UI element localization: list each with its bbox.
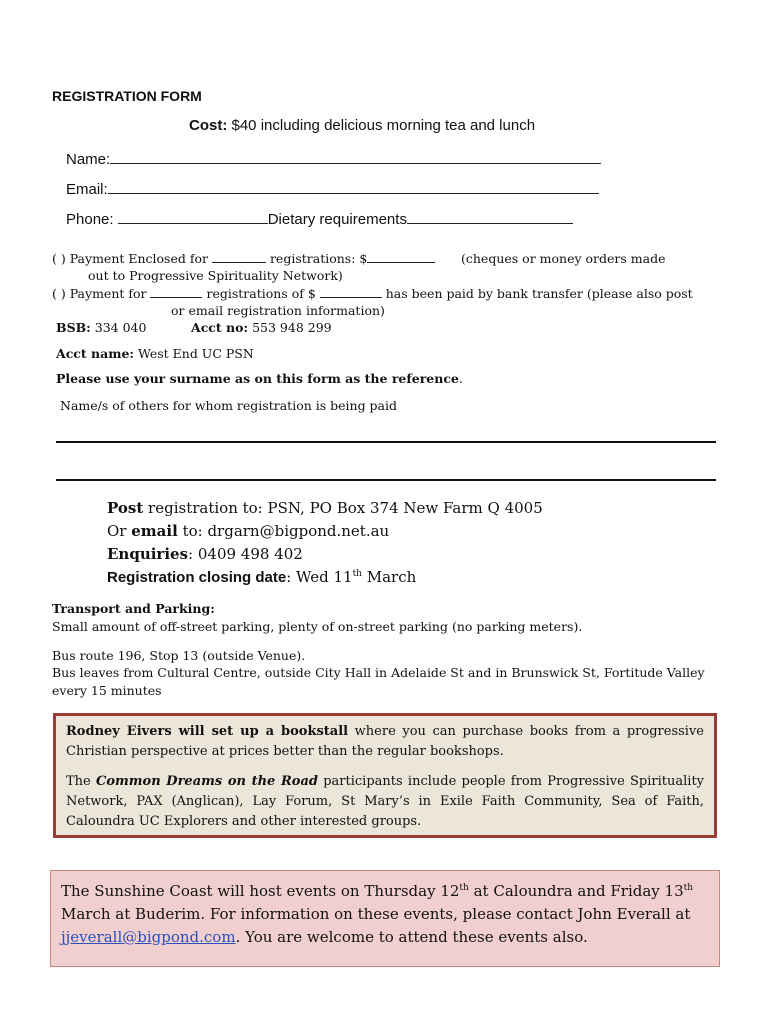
acct-name-label: Acct name: [56,346,135,361]
enclosed-amount-field[interactable] [367,251,435,263]
sunshine-text-1: The Sunshine Coast will host events on Thursday 12 [61,882,460,900]
everall-email-link[interactable]: jjeverall@bigpond.com [61,928,236,946]
payment-transfer-checkbox[interactable]: ( ) Payment for [52,286,147,301]
closing-sup: th [352,569,362,579]
name-label: Name: [66,151,111,168]
sunshine-text-2: at Caloundra and Friday 13 [468,882,684,900]
parking-text: Small amount of off-street parking, plenty of on-street parking (no parking meters). [52,619,583,634]
name-field[interactable] [110,149,601,164]
email-field-row [66,179,599,198]
sunshine-sup-1: th [459,883,469,893]
phone-label: Phone: [66,211,114,228]
cost-text: $40 including delicious morning tea and lunch [231,117,536,134]
dietary-label: Dietary requirements [267,211,407,228]
enclosed-note: (cheques or money orders made [461,251,666,266]
event-name: Common Dreams on the Road [96,774,318,789]
closing-date-line [107,568,416,586]
sunshine-coast-box [50,870,720,967]
acct-name-line [56,346,254,361]
others-line-1[interactable] [56,441,716,443]
name-field-row [66,149,601,168]
participants-paragraph [66,772,704,832]
transfer-note: has been paid by bank transfer (please also post [385,286,693,301]
enquiries-text: : 0409 498 402 [188,545,303,563]
transport-heading: Transport and Parking: [52,601,215,616]
email-label: Email: [66,181,108,198]
email-contact-text: to: drgarn@bigpond.net.au [182,522,390,540]
cost-line [189,117,535,134]
enquiries-line [107,545,303,563]
email-line [107,522,389,540]
post-text: registration to: PSN, PO Box 374 New Farm Q 4005 [148,499,543,517]
reference-note [56,371,463,386]
acct-no-line [191,320,332,335]
participants-text: participants include people from Progressive Spirituality Network, PAX (Anglican), Lay Forum, St Mary’s in Exile Faith Community, Sea of Faith, Caloundra UC Explorers and other interested groups. [66,774,705,829]
transfer-amount-label: registrations of $ [206,286,316,301]
enclosed-count-field[interactable] [212,251,266,263]
closing-label: Registration closing date [107,569,287,586]
participants-intro: The [66,774,96,789]
bus-frequency: every 15 minutes [52,683,162,698]
sunshine-text-3: March at Buderim. For information on these events, please contact John Everall at [61,905,691,923]
bookstall-paragraph [66,722,704,762]
email-field[interactable] [108,179,599,194]
acct-name-value: West End UC PSN [138,346,254,361]
enclosed-note-cont: out to Progressive Spirituality Network) [88,268,343,283]
bus-leaves: Bus leaves from Cultural Centre, outside City Hall in Adelaide St and in Brunswick St, Fortitude Valley [52,665,705,680]
bookstall-box [53,713,717,838]
bookstall-text: where you can purchase books from a progressive Christian perspective at prices better than the regular bookshops. [66,724,704,759]
reference-note-text: Please use your surname as on this form as the reference [56,371,459,386]
sunshine-sup-2: th [683,883,694,893]
email-contact-label: email [131,522,178,540]
others-label: Name/s of others for whom registration is being paid [60,398,397,413]
payment-option-transfer [52,286,693,301]
post-label: Post [107,499,144,517]
transfer-amount-field[interactable] [320,286,382,298]
bookstall-lead: Rodney Eivers will set up a bookstall [66,724,349,739]
enquiries-label: Enquiries [107,545,189,563]
others-line-2[interactable] [56,479,716,481]
dietary-field[interactable] [407,209,573,224]
closing-month: March [361,568,417,586]
payment-enclosed-checkbox[interactable]: ( ) Payment Enclosed for [52,251,208,266]
transfer-note-cont: or email registration information) [171,303,385,318]
bsb-value: 334 040 [94,320,147,335]
sunshine-text-4: . You are welcome to attend these events also. [235,928,588,946]
phone-field[interactable] [118,209,268,224]
enclosed-amount-label: registrations: $ [269,251,368,266]
phone-field-row [66,209,573,228]
closing-text: : Wed 11 [286,568,353,586]
or-text: Or [107,522,127,540]
post-line [107,499,543,517]
form-title: REGISTRATION FORM [52,88,202,104]
bus-route: Bus route 196, Stop 13 (outside Venue). [52,648,306,663]
acct-no-value: 553 948 299 [252,320,332,335]
transfer-count-field[interactable] [150,286,202,298]
acct-no-label: Acct no: [191,320,249,335]
bsb-line [56,320,146,335]
payment-option-enclosed [52,251,435,266]
reference-period: . [458,371,463,386]
bsb-label: BSB: [56,320,91,335]
cost-label: Cost: [189,117,228,134]
